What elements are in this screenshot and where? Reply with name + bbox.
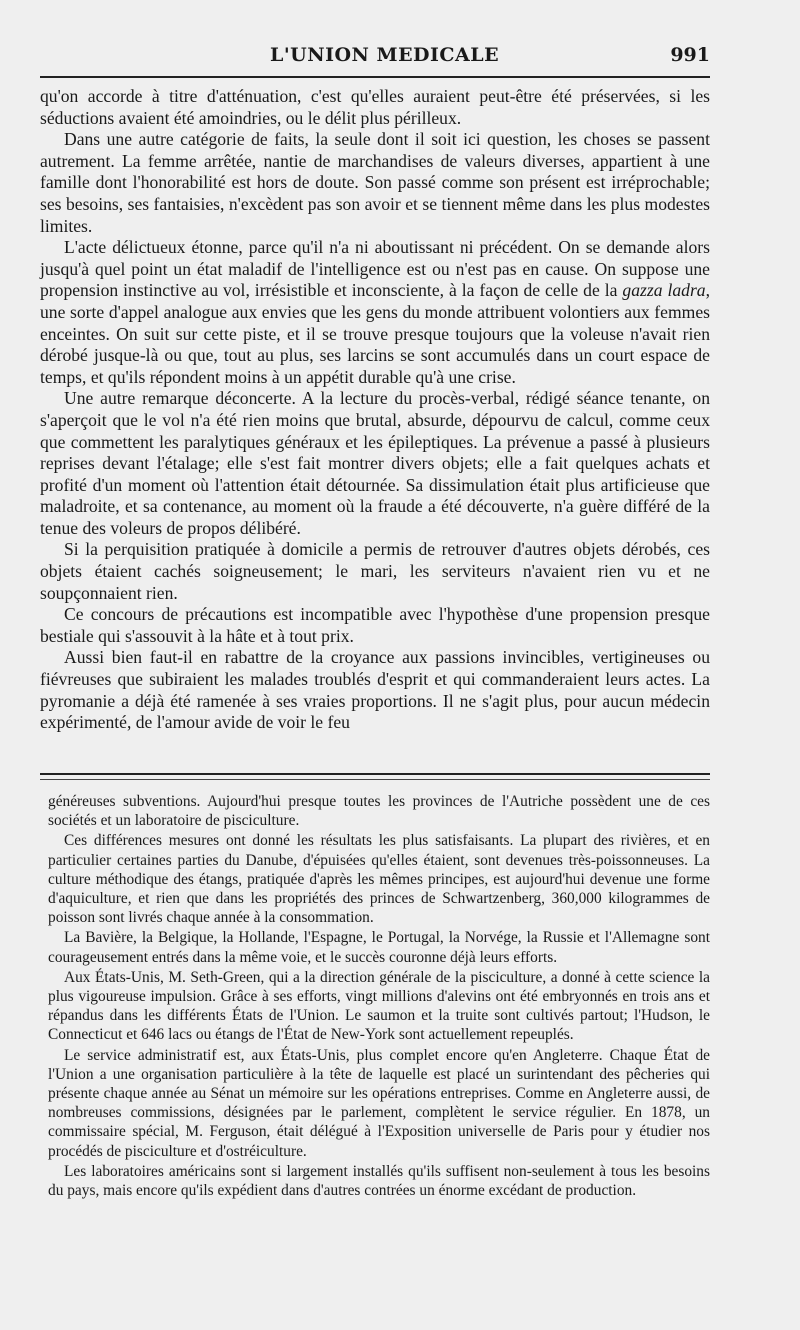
footnote-paragraph: La Bavière, la Belgique, la Hollande, l'Espagne, le Portugal, la Norvége, la Russie et l'Allemagne sont courageusement entrés dans la même voie, et le succès couronne déjà leurs efforts. <box>48 929 710 966</box>
running-header <box>40 40 710 72</box>
header-rule <box>40 76 710 78</box>
page-number: 991 <box>670 44 710 66</box>
body-paragraph: Aussi bien faut-il en rabattre de la croyance aux passions invincibles, vertigineuses ou fiévreuses que subiraient les malades troublés d'esprit et qui commanderaient leurs actes. La pyromanie a déjà été ramenée à ses vraies proportions. Il ne s'agit plus, pour aucun médecin expérimenté, de l'amour avide de voir le feu <box>40 647 710 733</box>
body-paragraph: Ce concours de précautions est incompatible avec l'hypothèse d'une propension presque bestiale qui s'assouvit à la hâte et à tout prix. <box>40 604 710 646</box>
body-paragraph: Dans une autre catégorie de faits, la seule dont il soit ici question, les choses se passent autrement. La femme arrêtée, nantie de marchandises de valeurs diverses, appartient à une famille dont l'honorabilité est hors de doute. Son passé comme son présent est irréprochable; ses besoins, ses fantaisies, n'excèdent pas son avoir et se tiennent même dans les plus modestes limites. <box>40 129 710 236</box>
footnote-rule <box>40 773 710 775</box>
main-body-text <box>40 86 710 734</box>
footnote-paragraph: Les laboratoires américains sont si largement installés qu'ils suffisent non-seulement à tous les besoins du pays, mais encore qu'ils expédient dans d'autres contrées un énorme excédant de production. <box>48 1162 710 1200</box>
footnote-paragraph: Le service administratif est, aux États-Unis, plus complet encore qu'en Angleterre. Chaque État de l'Union a une organisation particulière à la tête de laquelle est placé un surintendant des pêcheries qui présente chaque année au Sénat un mémoire sur les opérations entreprises. Comme en Angleterre aussi, de nombreuses commissions, désignées par le parlement, complètent le service régulier. En 1878, un commissaire spécial, M. Ferguson, était délégué à l'Exposition universelle de Paris pour y étudier nos procédés de pisciculture et d'ostréiculture. <box>48 1046 710 1160</box>
footnote-text <box>48 792 710 1201</box>
body-paragraph: qu'on accorde à titre d'atténuation, c'est qu'elles auraient peut-être été préservées, si les séductions avaient été amoindries, ou le délit plus périlleux. <box>40 86 710 128</box>
footnote-paragraph: généreuses subventions. Aujourd'hui presque toutes les provinces de l'Autriche possèdent une de ces sociétés et un laboratoire de pisciculture. <box>48 793 710 830</box>
body-paragraph: Si la perquisition pratiquée à domicile a permis de retrouver d'autres objets dérobés, ces objets étaient cachés soigneusement; le mari, les serviteurs n'avaient rien vu et ne soupçonnaient rien. <box>40 539 710 603</box>
body-paragraph <box>40 237 710 388</box>
footnote-paragraph: Ces différences mesures ont donné les résultats les plus satisfaisants. La plupart des rivières, et en particulier certaines parties du Danube, d'épuisées qu'elles étaient, sont devenues très-poissonneuses. La culture méthodique des étangs, pratiquée d'après les mêmes principes, est aujourd'hui devenue une forme d'aquiculture, et rien que dans les propriétés des princes de Schwartzenberg, 360,000 kilogrammes de poisson sont livrés chaque année à la consommation. <box>48 832 710 927</box>
footnote-rule-thin <box>40 779 710 780</box>
footnote-paragraph: Aux États-Unis, M. Seth-Green, qui a la direction générale de la pisciculture, a donné à cette science la plus vigoureuse impulsion. Grâce à ses efforts, vingt millions d'alevins ont été embryonnés en trois ans et répandus dans les différents États de l'Union. Le saumon et la truite sont cultivés partout; l'Hudson, le Connecticut et 646 lacs ou étangs de l'État de New-York sont actuellement repeuplés. <box>48 968 710 1044</box>
body-paragraph-text: L'acte délictueux étonne, parce qu'il n'a ni aboutissant ni précédent. On se demande alors jusqu'à quel point un état maladif de l'intelligence est ou n'est pas en cause. On suppose une propension instinctive au vol, irrésistible et inconsciente, à la façon de celle de la <box>40 237 710 301</box>
body-paragraph: Une autre remarque déconcerte. A la lecture du procès-verbal, rédigé séance tenante, on s'aperçoit que le vol n'a été rien moins que brutal, absurde, dépourvu de calcul, comme ceux que commettent les paralytiques généraux et les épileptiques. La prévenue a passé à plusieurs reprises devant l'étalage; elle s'est fait montrer divers objets; elle a fait quelques achats et profité d'un moment où l'attention était détournée. Sa dissimulation était plus artificieuse que maladroite, et sa contenance, au moment où la fraude a été découverte, n'a guère différé de la tenue des voleurs de propos délibéré. <box>40 388 710 538</box>
body-paragraph-text: , une sorte d'appel analogue aux envies que les gens du monde attribuent volontiers aux femmes enceintes. On suit sur cette piste, et il se trouve presque toujours que la voleuse n'avait rien dérobé jusque-là ou que, tout au plus, ses larcins se sont accumulés dans un court espace de temps, et qu'ils répondent moins à un appétit durable qu'à une crise. <box>40 280 710 387</box>
journal-title: L'UNION MEDICALE <box>270 44 500 66</box>
italic-phrase: gazza ladra <box>622 280 706 301</box>
